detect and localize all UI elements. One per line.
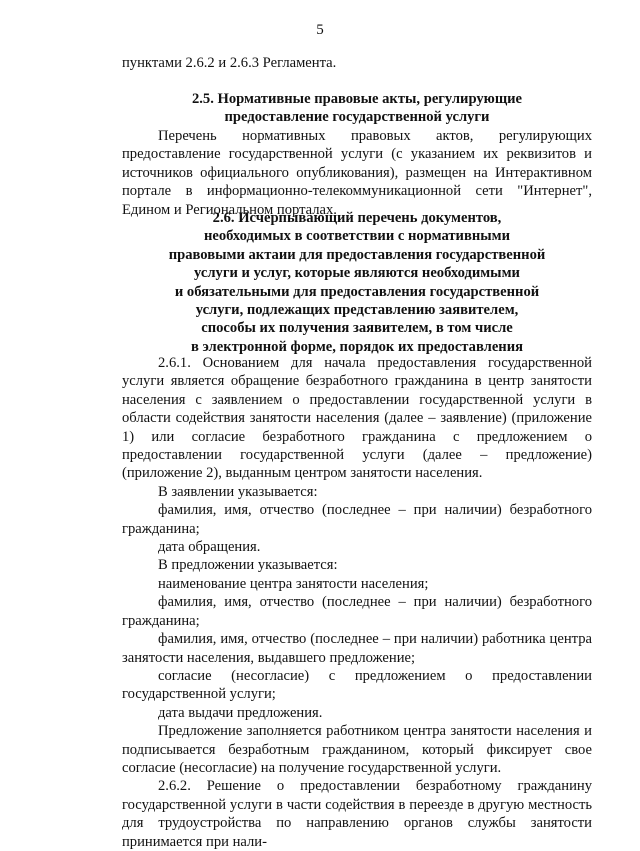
application-intro: В заявлении указывается: [158,483,318,500]
offer-item: фамилия, имя, отчество (последнее – при наличии) безработного гражданина; [122,594,592,629]
offer-item: фамилия, имя, отчество (последнее – при наличии) работника центра занятости населения, выдавшего предложение; [122,631,592,666]
heading-line: способы их получения заявителем, в том числе [201,320,513,337]
offer-item: дата выдачи предложения. [158,704,323,721]
application-item: фамилия, имя, отчество (последнее – при наличии) безработного гражданина; [122,502,592,537]
offer-fill-paragraph: Предложение заполняется работником центра занятости населения и подписывается безработным гражданином, который фиксирует свое согласие (несогласие) на получение государственной услуги. [122,723,592,776]
offer-item: наименование центра занятости населения; [158,575,429,592]
heading-line: правовыми актаии для предоставления государственной [168,246,546,263]
paragraph-2-6-2: 2.6.2. Решение о предоставлении безработному гражданину государственной услуги в части содействия в переезде в другую местность для трудоустройства по направлению органов службы занятости принимается при нали- [122,778,592,850]
heading-line: услуги и услуг, которые являются необходимыми [194,265,520,282]
heading-line: 2.5. Нормативные правовые акты, регулирующие [191,91,523,107]
section-2-6-body [122,354,592,851]
section-2-6-heading [122,209,592,356]
section-2-5-paragraph: Перечень нормативных правовых актов, регулирующих предоставление государственной услуги (с указанием их реквизитов и источников официального опубликования), размещен на Интерактивном портале в информационно-телекоммуникационной сети "Интернет", Едином и Региональном порталах. [122,128,592,218]
heading-line: предоставление государственной услуги [224,109,490,126]
heading-line: 2.6. Исчерпывающий перечень документов, [212,210,502,226]
heading-line: необходимых в соответствии с нормативными [204,228,510,245]
heading-line: услуги, подлежащих представлению заявителем, [195,302,519,319]
heading-line: и обязательными для предоставления государственной [174,283,540,300]
section-2-5-heading [122,90,592,127]
offer-item: согласие (несогласие) с предложением о предоставлении государственной услуги; [122,667,592,703]
paragraph-2-6-1: 2.6.1. Основанием для начала предоставления государственной услуги является обращение безработного гражданина в центр занятости населения с заявлением о предоставлении государственной услуги в области содействия занятости населения (далее – заявление) (приложение 1) или согласие безработного гражданина с предложением о предоставлении государственной услуги (далее – предложение) (приложение 2), выданным центром занятости населения. [122,355,592,482]
page-number: 5 [316,22,324,38]
intro-line: пунктами 2.6.2 и 2.6.3 Регламента. [122,55,337,71]
offer-intro: В предложении указывается: [158,557,338,574]
heading-line: в электронной форме, порядок их предоставления [190,338,524,355]
application-item: дата обращения. [158,539,261,556]
